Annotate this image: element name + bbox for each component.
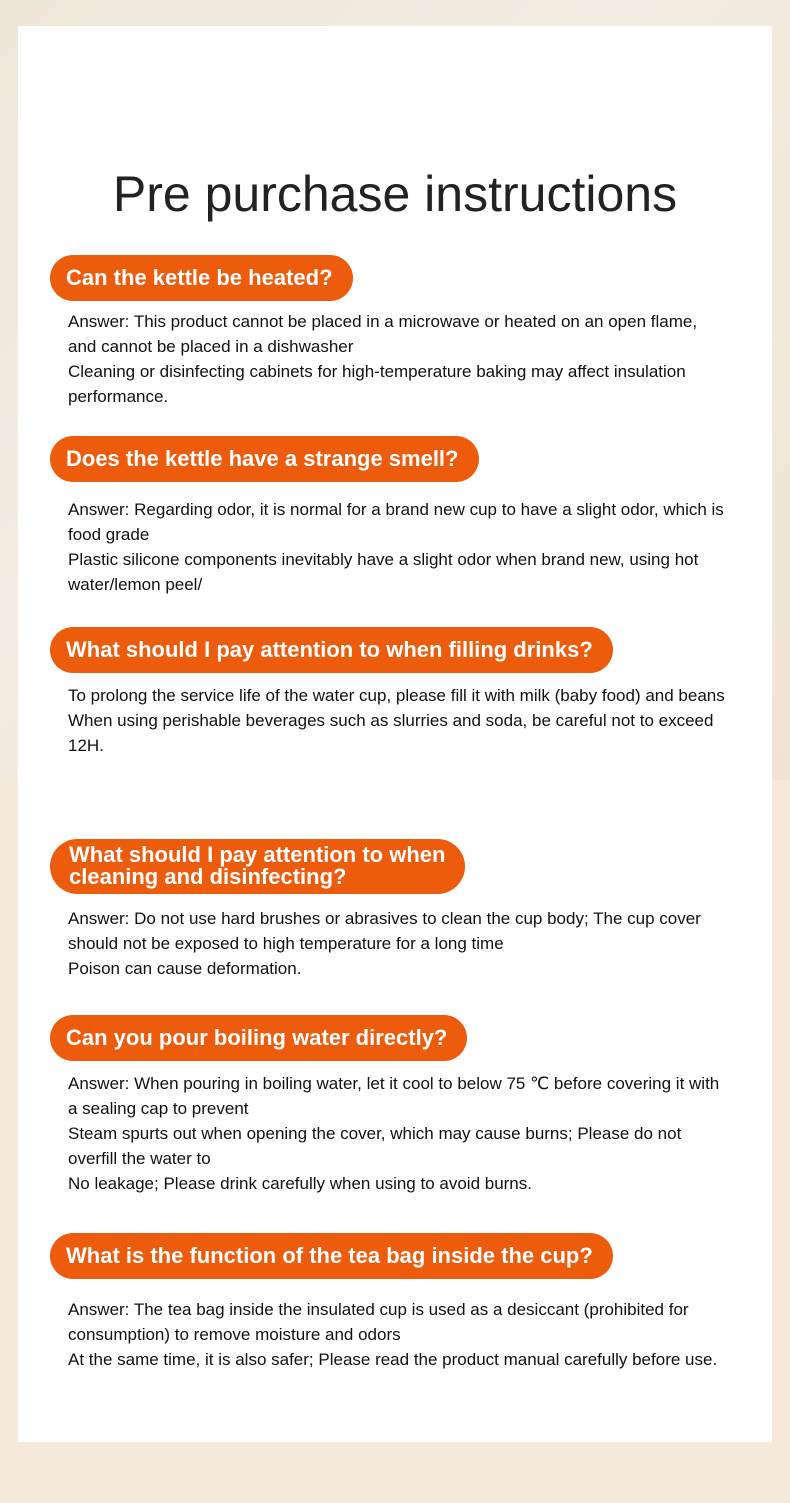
faq-answer-smell bbox=[68, 497, 728, 597]
faq-answer-tea-bag bbox=[68, 1297, 728, 1372]
instructions-card bbox=[18, 26, 772, 1442]
answer-line: Cleaning or disinfecting cabinets for high-temperature baking may affect insulation performance. bbox=[68, 362, 686, 406]
answer-line: Answer: The tea bag inside the insulated cup is used as a desiccant (prohibited for consumption) to remove moisture and odors bbox=[68, 1300, 689, 1344]
page-title: Pre purchase instructions bbox=[112, 166, 678, 222]
faq-question-smell: Does the kettle have a strange smell? bbox=[50, 436, 479, 482]
faq-answer-boiling bbox=[68, 1071, 728, 1196]
question-line: cleaning and disinfecting? bbox=[69, 864, 347, 889]
answer-line: When using perishable beverages such as slurries and soda, be careful not to exceed 12H. bbox=[68, 711, 714, 755]
answer-line: Plastic silicone components inevitably have a slight odor when brand new, using hot water/lemon peel/ bbox=[68, 550, 699, 594]
faq-answer-cleaning bbox=[68, 906, 728, 981]
answer-line: Poison can cause deformation. bbox=[68, 959, 302, 978]
answer-line: Answer: Do not use hard brushes or abrasives to clean the cup body; The cup cover should not be exposed to high temperature for a long time bbox=[68, 909, 701, 953]
faq-question-tea-bag: What is the function of the tea bag inside the cup? bbox=[50, 1233, 613, 1279]
faq-question-filling: What should I pay attention to when filling drinks? bbox=[50, 627, 613, 673]
faq-answer-filling bbox=[68, 683, 728, 758]
answer-line: To prolong the service life of the water cup, please fill it with milk (baby food) and beans bbox=[68, 686, 725, 705]
faq-question-boiling: Can you pour boiling water directly? bbox=[50, 1015, 467, 1061]
answer-line: No leakage; Please drink carefully when using to avoid burns. bbox=[68, 1174, 532, 1193]
faq-question-heated: Can the kettle be heated? bbox=[50, 255, 353, 301]
faq-answer-heated bbox=[68, 309, 728, 409]
answer-line: Answer: Regarding odor, it is normal for a brand new cup to have a slight odor, which is food grade bbox=[68, 500, 724, 544]
faq-question-cleaning bbox=[50, 839, 465, 894]
answer-line: At the same time, it is also safer; Please read the product manual carefully before use. bbox=[68, 1350, 718, 1369]
answer-line: Steam spurts out when opening the cover, which may cause burns; Please do not overfill the water to bbox=[68, 1124, 682, 1168]
answer-line: Answer: This product cannot be placed in a microwave or heated on an open flame, and cannot be placed in a dishwasher bbox=[68, 312, 698, 356]
answer-line: Answer: When pouring in boiling water, let it cool to below 75 ℃ before covering it with a sealing cap to prevent bbox=[68, 1074, 720, 1118]
question-line: What should I pay attention to when bbox=[69, 842, 446, 867]
